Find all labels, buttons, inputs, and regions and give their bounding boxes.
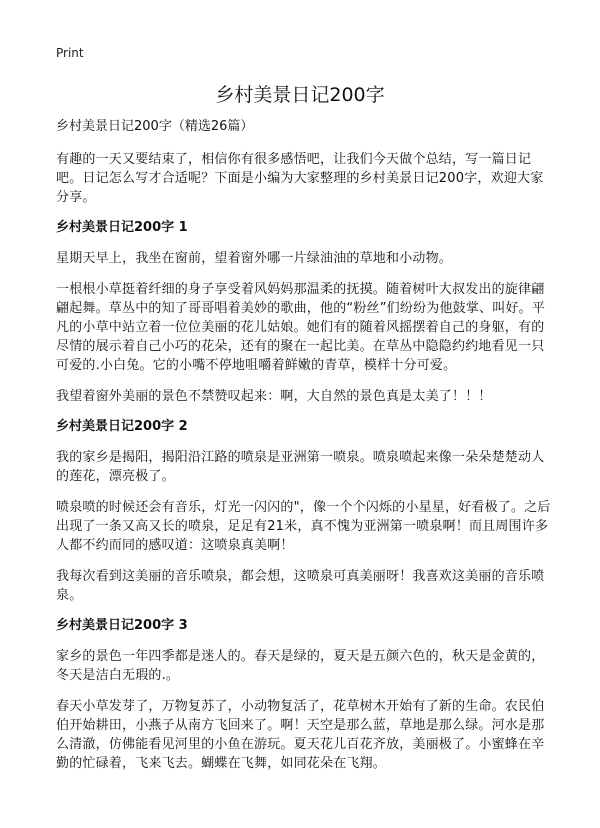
paragraph: 春天小草发芽了，万物复苏了，小动物复活了，花草树木开始有了新的生命。农民伯伯开始耕田，小燕子从南方飞回来了。啊！天空是那么蓝，草地是那么绿。河水是那么清澈，仿佛能看见河里的小鱼在游玩。夏天花儿百花齐放，美丽极了。小蜜蜂在辛勤的忙碌着，飞来飞去。蝴蝶在飞舞，如同花朵在飞翔。 [56, 699, 545, 771]
paragraph: 我的家乡是揭阳，揭阳沿江路的喷泉是亚洲第一喷泉。喷泉喷起来像一朵朵楚楚动人的莲花，漂亮极了。 [56, 450, 545, 484]
paragraph: 星期天早上，我坐在窗前，望着窗外哪一片绿油油的草地和小动物。 [56, 251, 453, 266]
section-heading-3: 乡村美景日记200字 3 [56, 618, 188, 633]
article-subtitle: 乡村美景日记200字（精选26篇） [56, 119, 254, 134]
article-body [56, 118, 556, 785]
paragraph: 我望着窗外美丽的景色不禁赞叹起来：啊，大自然的景色真是太美了！！！ [56, 389, 492, 404]
page-title: 乡村美景日记200字 [215, 84, 385, 106]
print-link[interactable]: Print [56, 46, 84, 60]
paragraph: 我每次看到这美丽的音乐喷泉，都会想，这喷泉可真美丽呀！我喜欢这美丽的音乐喷泉。 [56, 569, 545, 603]
paragraph: 喷泉喷的时候还会有音乐，灯光一闪闪的"，像一个个闪烁的小星星，好看极了。之后出现了一条又高又长的喷泉，足足有21米，真不愧为亚洲第一喷泉啊！而且周围许多人都不约而同的感叹道：这喷泉真美啊！ [56, 500, 551, 553]
section-heading-1: 乡村美景日记200字 1 [56, 220, 188, 235]
intro-paragraph: 有趣的一天又要结束了，相信你有很多感悟吧，让我们今天做个总结，写一篇日记吧。日记怎么写才合适呢？下面是小编为大家整理的乡村美景日记200字，欢迎大家分享。 [56, 152, 544, 205]
section-heading-2: 乡村美景日记200字 2 [56, 419, 188, 434]
paragraph: 一根根小草挺着纤细的身子享受着风妈妈那温柔的抚摸。随着树叶大叔发出的旋律翩翩起舞。草丛中的知了哥哥唱着美妙的歌曲，他的“粉丝”们纷纷为他鼓掌、叫好。平凡的小草中站立着一位位美丽的花儿姑娘。她们有的随着风摇摆着自己的身躯，有的尽情的展示着自己小巧的花朵，还有的聚在一起比美。在草丛中隐隐约约地看见一只可爱的.小白兔。它的小嘴不停地咀嚼着鲜嫩的青草，模样十分可爱。 [56, 282, 546, 373]
paragraph: 家乡的景色一年四季都是迷人的。春天是绿的，夏天是五颜六色的，秋天是金黄的，冬天是洁白无瑕的.。 [56, 649, 545, 683]
